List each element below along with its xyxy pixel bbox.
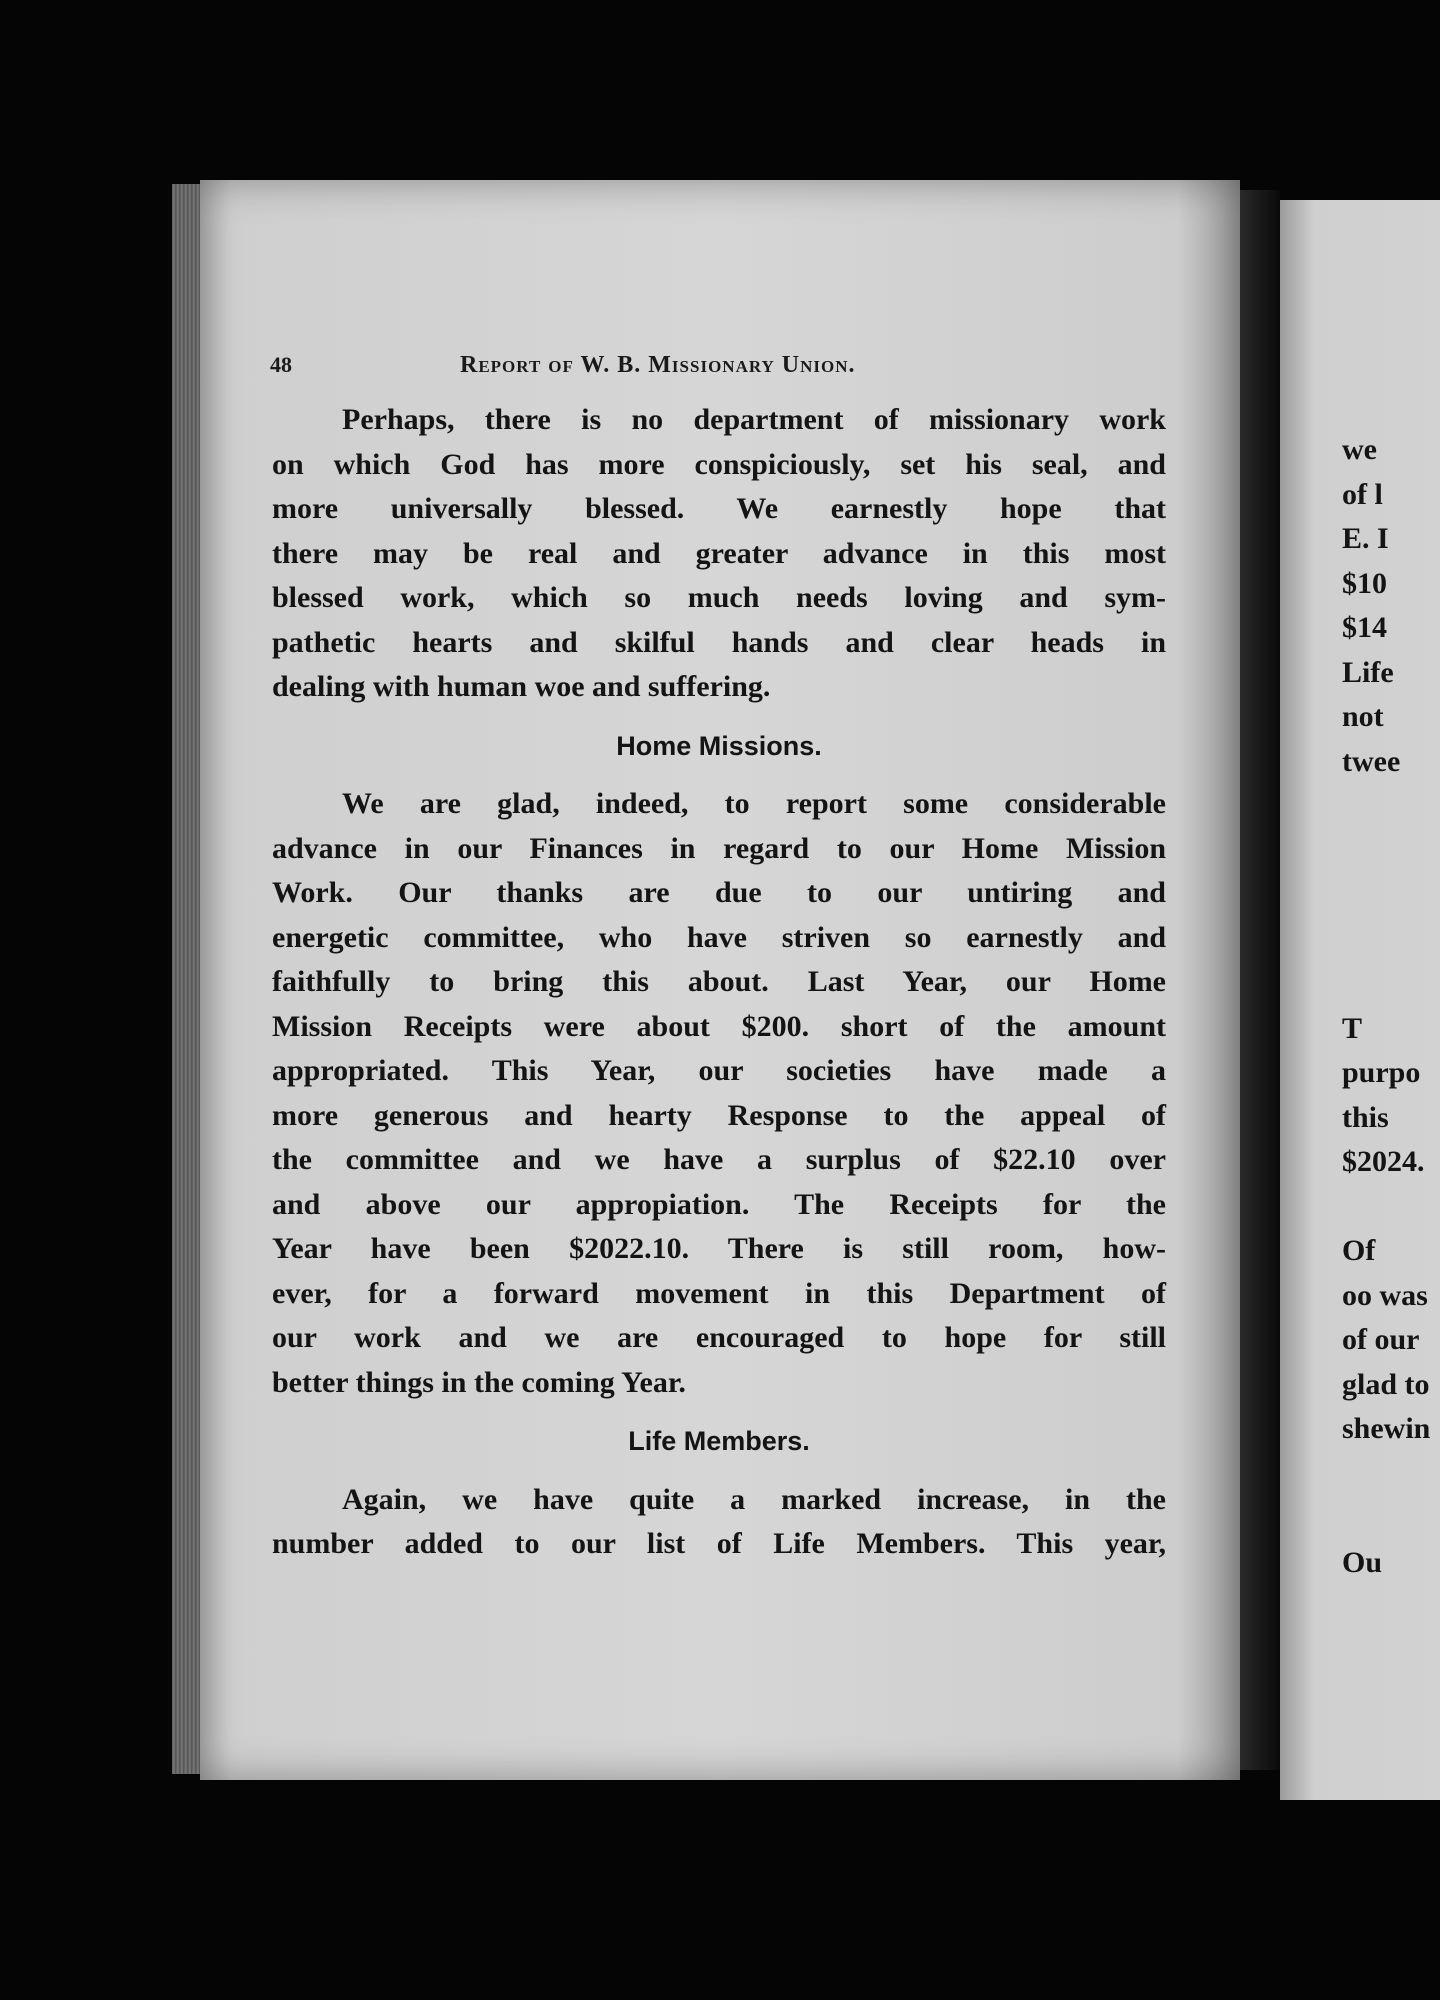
text-line: dealing with human woe and suffering. — [272, 670, 771, 703]
text-fragment — [1342, 829, 1440, 874]
text-line: more generous and hearty Response to the appeal of — [272, 1098, 1166, 1132]
text-fragment — [1342, 784, 1440, 829]
text-line: blessed work, which so much needs loving and sym- — [272, 581, 1166, 614]
text-fragment — [1342, 1185, 1440, 1230]
text-fragment: $14 — [1342, 611, 1387, 644]
text-line: Year have been $2022.10. There is still room, how- — [272, 1232, 1166, 1265]
text-line: Again, we have quite a marked increase, in the — [342, 1482, 1166, 1516]
text-fragment: E. I — [1342, 522, 1389, 555]
text-line: number added to our list of Life Members. This year, — [272, 1527, 1166, 1560]
text-fragment: not — [1342, 700, 1384, 733]
text-line: Perhaps, there is no department of missionary work — [342, 403, 1166, 436]
text-line: and above our appropiation. The Receipts for the — [272, 1187, 1166, 1221]
text-fragment: we — [1342, 433, 1377, 466]
text-fragment: glad to — [1342, 1367, 1430, 1401]
text-fragment: shewin — [1342, 1412, 1431, 1445]
text-fragment — [1342, 1496, 1440, 1541]
text-line: We are glad, indeed, to report some considerable — [342, 787, 1166, 820]
running-head — [270, 352, 1170, 388]
text-fragment — [1342, 918, 1440, 963]
text-line: our work and we are encouraged to hope for still — [272, 1321, 1166, 1354]
paragraph-life-members — [272, 1478, 1166, 1567]
text-line: ever, for a forward movement in this Department of — [272, 1276, 1166, 1310]
text-fragment: oo was — [1342, 1278, 1428, 1312]
text-fragment: of our — [1342, 1323, 1420, 1356]
text-fragment: of l — [1342, 477, 1383, 511]
text-fragment — [1342, 1452, 1440, 1497]
paragraph-perhaps — [272, 398, 1166, 710]
text-line: on which God has more conspiciously, set his seal, and — [272, 447, 1166, 481]
text-line: energetic committee, who have striven so earnestly and — [272, 920, 1166, 954]
text-fragment: purpo — [1342, 1056, 1421, 1089]
section-heading-life-members: Life Members. — [628, 1426, 810, 1456]
text-fragment: this — [1342, 1100, 1389, 1134]
book-gutter — [1240, 190, 1280, 1770]
text-line: Mission Receipts were about $200. short of the amount — [272, 1009, 1166, 1043]
text-fragment: $10 — [1342, 566, 1387, 600]
text-line: faithfully to bring this about. Last Year, our Home — [272, 965, 1166, 998]
page-number: 48 — [270, 352, 292, 377]
text-fragment: twee — [1342, 744, 1401, 778]
text-fragment: $2024. — [1342, 1145, 1425, 1178]
right-page-text-fragments — [1342, 428, 1440, 1585]
text-fragment — [1342, 873, 1440, 918]
text-line: there may be real and greater advance in this most — [272, 536, 1166, 570]
text-line: more universally blessed. We earnestly hope that — [272, 492, 1166, 525]
section-heading-home-missions: Home Missions. — [616, 730, 822, 761]
paragraph-home-missions — [272, 782, 1166, 1405]
text-line: advance in our Finances in regard to our Home Mission — [272, 831, 1166, 865]
text-line: better things in the coming Year. — [272, 1365, 686, 1399]
text-fragment: Life — [1342, 655, 1394, 689]
text-line: Work. Our thanks are due to our untiring and — [272, 876, 1166, 909]
text-line: the committee and we have a surplus of $22.10 over — [272, 1143, 1166, 1176]
text-fragment: T — [1342, 1011, 1363, 1045]
text-fragment: Of — [1342, 1234, 1376, 1267]
running-head-title: Report of W. B. Missionary Union. — [460, 352, 856, 378]
left-page-body — [272, 398, 1166, 1567]
text-fragment — [1342, 962, 1440, 1007]
text-fragment: Ou — [1342, 1545, 1383, 1579]
text-line: appropriated. This Year, our societies have made a — [272, 1054, 1166, 1087]
text-line: pathetic hearts and skilful hands and clear heads in — [272, 625, 1166, 659]
